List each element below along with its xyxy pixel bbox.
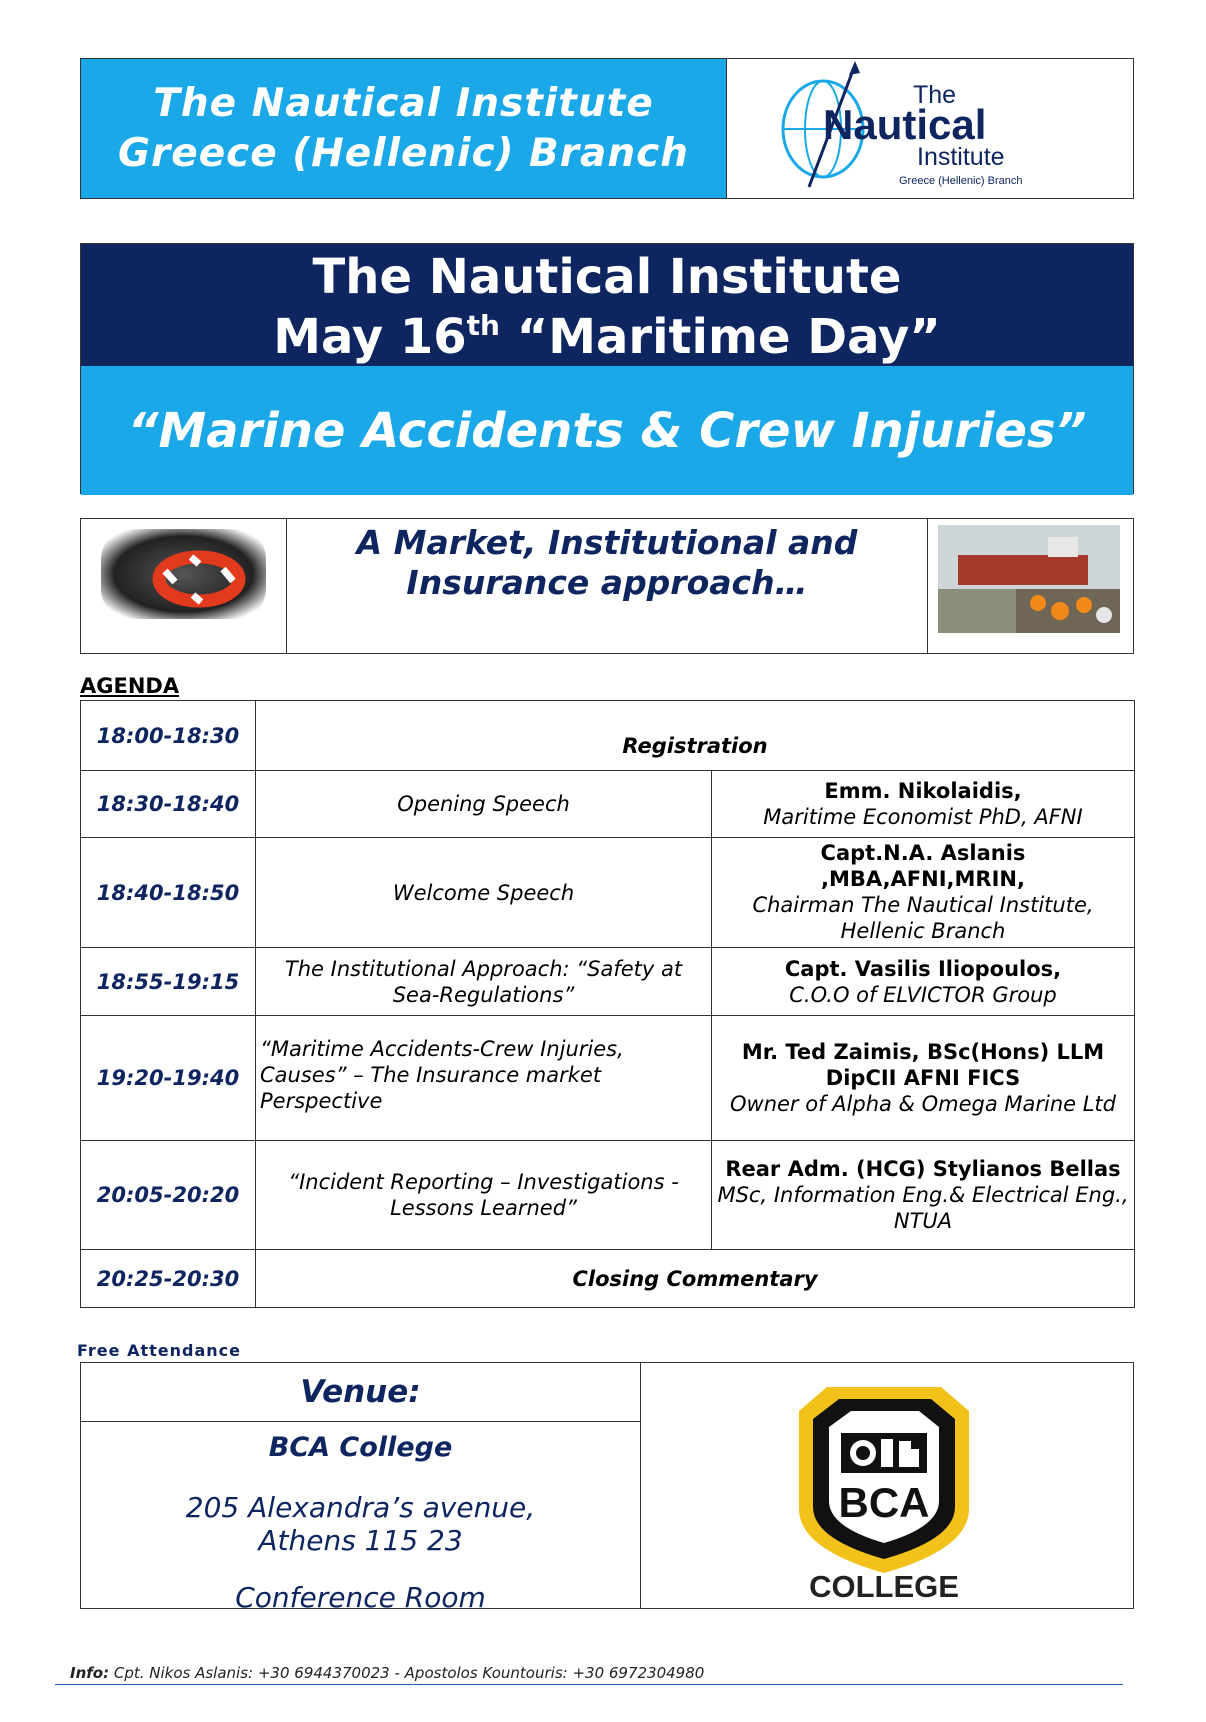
bca-college-logo [641,1363,1133,1608]
venue-room: Conference Room [235,1581,486,1614]
table-row [81,771,1135,838]
agenda-topic: “Incident Reporting – Investigations - Lessons Learned” [256,1141,712,1250]
agenda-table [80,700,1135,1308]
venue-details [81,1363,641,1614]
globe-compass-icon [727,59,1133,198]
logo-institute: Institute [917,143,1005,171]
agenda-topic: “Maritime Accidents-Crew Injuries, Causes” – The Insurance market Perspective [256,1016,712,1141]
event-date: May 16 [273,309,467,365]
shield-icon [641,1363,1133,1608]
table-row [81,1016,1135,1141]
ship-rescue-photo [927,519,1133,653]
agenda-item: Closing Commentary [256,1250,1135,1308]
header-line2: Greece (Hellenic) Branch [118,130,689,176]
venue-address-line2: Athens 115 23 [258,1524,463,1557]
venue-address-line1: 205 Alexandra’s avenue, [185,1491,536,1524]
agenda-time: 18:30-18:40 [81,771,256,838]
contact-info-label: Info: [70,1664,110,1682]
contact-info [70,1664,704,1682]
agenda-heading: AGENDA [80,674,180,698]
agenda-speaker: Capt. Vasilis Iliopoulos, C.O.O of ELVICTOR Group [712,948,1135,1016]
header-title [81,59,727,198]
table-row [81,1250,1135,1308]
agenda-speaker: Emm. Nikolaidis, Maritime Economist PhD, AFNI [712,771,1135,838]
table-row [81,838,1135,948]
nautical-institute-logo [727,59,1133,198]
venue-name: BCA College [268,1432,453,1463]
agenda-topic: Opening Speech [256,771,712,838]
event-title [81,244,1133,366]
agenda-item: Registration [256,701,1135,771]
logo-the: The [913,81,957,109]
subtitle-line1: A Market, Institutional and [356,523,858,562]
agenda-time: 18:00-18:30 [81,701,256,771]
venue-address [81,1491,640,1557]
agenda-speaker: Capt.N.A. Aslanis ,MBA,AFNI,MRIN, Chairman The Nautical Institute, Hellenic Branch [712,838,1135,948]
event-name: “Maritime Day” [500,309,941,365]
bca-logo-text: BCA [838,1479,930,1526]
venue-block [80,1362,1134,1614]
footer-divider [55,1684,1123,1685]
free-attendance-note: Free Attendance [77,1341,241,1360]
table-row [81,1141,1135,1250]
table-row [81,948,1135,1016]
agenda-speaker: Mr. Ted Zaimis, BSc(Hons) LLM DipCII AFNI FICS Owner of Alpha & Omega Marine Ltd [712,1016,1135,1141]
contact-info-text: Cpt. Nikos Aslanis: +30 6944370023 - Apostolos Kountouris: +30 6972304980 [109,1664,705,1682]
agenda-time: 20:25-20:30 [81,1250,256,1308]
table-row [81,701,1135,771]
subtitle-line2: Insurance approach… [406,563,808,602]
subtitle-row [80,518,1134,654]
agenda-topic: Welcome Speech [256,838,712,948]
event-title-line1: The Nautical Institute [312,249,902,305]
event-title-line2 [81,307,1133,367]
bca-logo-sub: COLLEGE [809,1569,959,1604]
agenda-time: 18:40-18:50 [81,838,256,948]
event-date-suffix: th [466,309,500,342]
agenda-time: 19:20-19:40 [81,1016,256,1141]
agenda-topic: The Institutional Approach: “Safety at Sea-Regulations” [256,948,712,1016]
logo-branch: Greece (Hellenic) Branch [899,175,1023,187]
agenda-time: 18:55-19:15 [81,948,256,1016]
subtitle-text [287,519,927,653]
lifebuoy-photo [81,519,287,653]
venue-heading: Venue: [81,1363,640,1422]
header-banner [80,58,1134,199]
agenda-time: 20:05-20:20 [81,1141,256,1250]
event-title-block [80,243,1134,494]
header-line1: The Nautical Institute [153,80,654,126]
event-theme: “Marine Accidents & Crew Injuries” [81,366,1133,495]
agenda-speaker: Rear Adm. (HCG) Stylianos Bellas MSc, Information Eng.& Electrical Eng., NTUA [712,1141,1135,1250]
logo-nautical: Nautical [823,101,987,148]
